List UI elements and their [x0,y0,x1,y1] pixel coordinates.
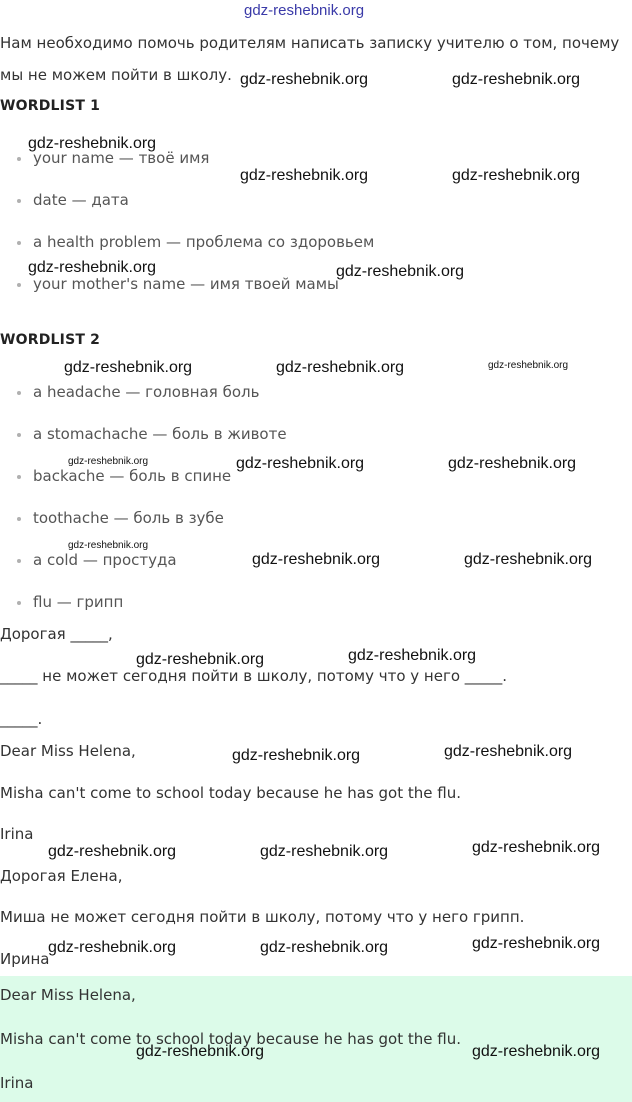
watermark: gdz-reshebnik.org [68,456,149,467]
note-ru-greeting: Дорогая Елена, [0,867,123,885]
bullet [17,157,21,161]
answer-body: Misha can't come to school today because he has got the flu. [0,1030,461,1048]
template-line-2: _____ не может сегодня пойти в школу, потому что у него _____. [0,667,508,685]
watermark: gdz-reshebnik.org [260,939,389,956]
wordlist-2-item: a stomachache — боль в животе [33,425,287,443]
watermark: gdz-reshebnik.org [240,167,369,184]
note-en-greeting: Dear Miss Helena, [0,742,136,760]
watermark: gdz-reshebnik.org [68,540,149,551]
bullet [17,199,21,203]
watermark: gdz-reshebnik.org [64,359,193,376]
watermark: gdz-reshebnik.org [48,939,177,956]
wordlist-1-item: your mother's name — имя твоей мамы [33,275,339,293]
watermark: gdz-reshebnik.org [48,843,177,860]
watermark: gdz-reshebnik.org [244,2,365,19]
watermark: gdz-reshebnik.org [448,455,577,472]
watermark: gdz-reshebnik.org [28,135,157,152]
bullet [17,475,21,479]
wordlist-2-heading: WORDLIST 2 [0,332,101,348]
intro-line-1: Нам необходимо помочь родителям написать записку учителю о том, почему [0,34,620,52]
wordlist-2-item: a headache — головная боль [33,383,260,401]
wordlist-1-heading: WORDLIST 1 [0,98,101,114]
note-ru-body: Миша не может сегодня пойти в школу, потому что у него грипп. [0,908,525,926]
watermark: gdz-reshebnik.org [488,360,569,371]
bullet [17,241,21,245]
watermark: gdz-reshebnik.org [472,935,601,952]
watermark: gdz-reshebnik.org [252,551,381,568]
bullet [17,601,21,605]
wordlist-2-item: backache — боль в спине [33,467,232,485]
bullet [17,391,21,395]
answer-signature: Irina [0,1074,34,1092]
answer-greeting: Dear Miss Helena, [0,986,136,1004]
watermark: gdz-reshebnik.org [240,71,369,88]
intro-line-2: мы не можем пойти в школу. [0,66,232,84]
wordlist-1-item: date — дата [33,191,129,209]
wordlist-2-item: toothache — боль в зубе [33,509,224,527]
watermark: gdz-reshebnik.org [452,167,581,184]
bullet [17,283,21,287]
wordlist-1-item: a health problem — проблема со здоровьем [33,233,375,251]
note-en-body: Misha can't come to school today because he has got the flu. [0,784,461,802]
watermark: gdz-reshebnik.org [452,71,581,88]
watermark: gdz-reshebnik.org [136,1043,265,1060]
watermark: gdz-reshebnik.org [136,651,265,668]
note-en-signature: Irina [0,825,34,843]
template-line-1: Дорогая _____, [0,625,113,643]
watermark: gdz-reshebnik.org [260,843,389,860]
wordlist-1-item: your name — твоё имя [33,149,210,167]
note-ru-signature: Ирина [0,950,50,968]
wordlist-2-item: a cold — простуда [33,551,177,569]
bullet [17,559,21,563]
wordlist-2-item: flu — грипп [33,593,124,611]
bullet [17,433,21,437]
watermark: gdz-reshebnik.org [472,839,601,856]
watermark: gdz-reshebnik.org [336,263,465,280]
watermark: gdz-reshebnik.org [472,1043,601,1060]
watermark: gdz-reshebnik.org [276,359,405,376]
watermark: gdz-reshebnik.org [348,647,477,664]
template-line-3: _____. [0,710,43,728]
watermark: gdz-reshebnik.org [464,551,593,568]
watermark: gdz-reshebnik.org [28,259,157,276]
bullet [17,517,21,521]
watermark: gdz-reshebnik.org [232,747,361,764]
watermark: gdz-reshebnik.org [444,743,573,760]
watermark: gdz-reshebnik.org [236,455,365,472]
